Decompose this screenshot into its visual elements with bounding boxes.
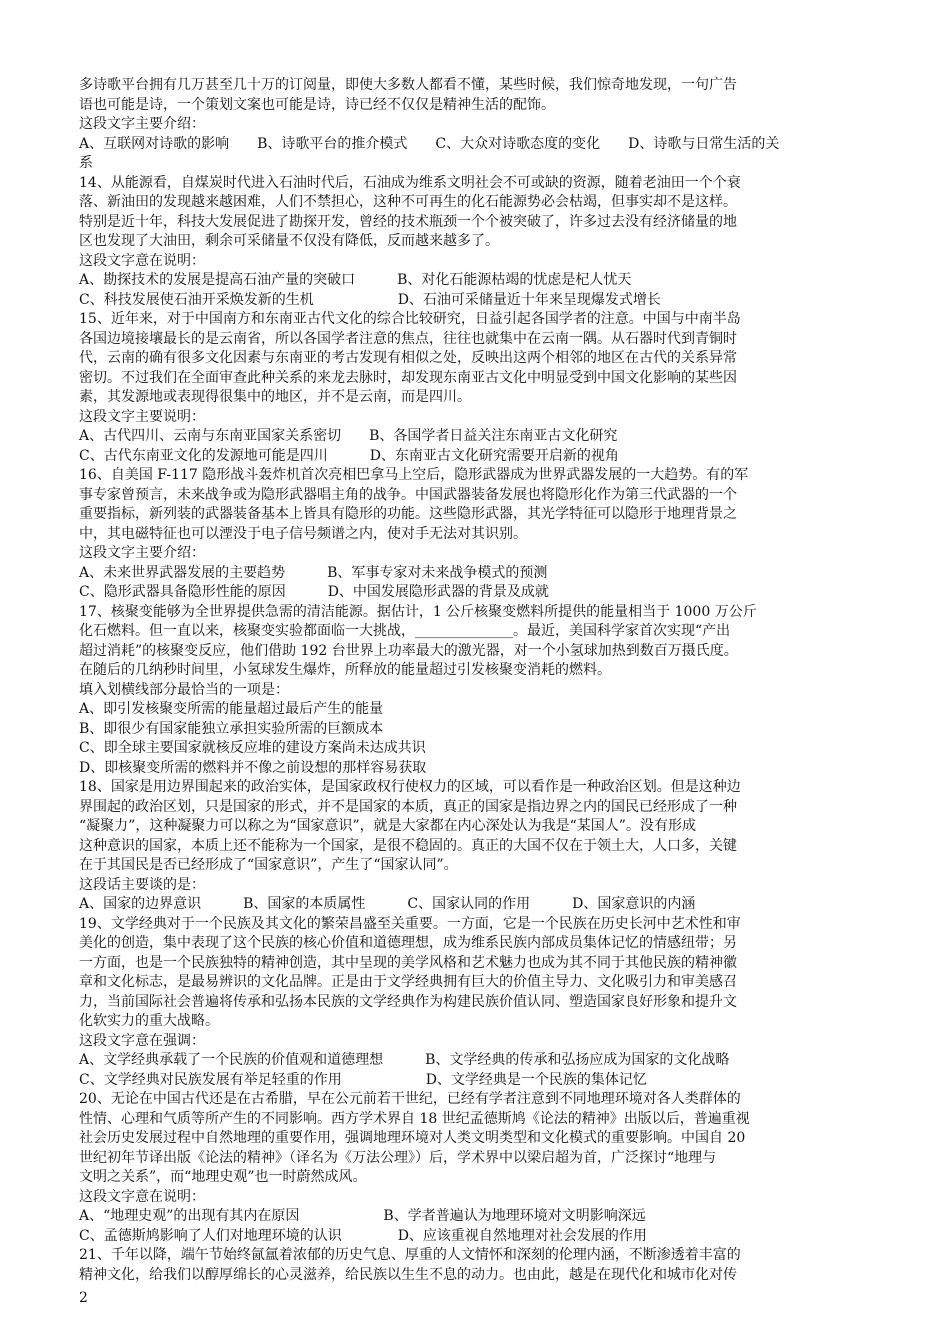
- text-line: 这种意识的国家，本质上还不能称为一个国家，是很不稳固的。真正的大国不仅在于领土大，人口多，关键: [79, 837, 737, 854]
- question-17: 17、核聚变能够为全世界提供急需的清洁能源。据估计，1 公斤核聚变燃料所提供的能量相当于 1000 万公斤: [79, 603, 757, 620]
- text-line: 章和文化标志，是最易辨识的文化品牌。正是由于文学经典拥有巨大的价值主导力、文化吸引力和审美感召: [79, 974, 737, 990]
- text-line: 特别是近十年，科技大发展促进了勘探开发，曾经的技术瓶颈一个个被突破了，许多过去没有经济储量的地: [79, 213, 737, 230]
- text-line: 素，其发源地或表现得很集中的地区，并不是云南，而是四川。: [79, 389, 471, 405]
- text-line: 密切。不过我们在全面审查此种关系的来龙去脉时，却发现东南亚古文化中明显受到中国文化影响的某些因: [79, 369, 737, 386]
- option-line: 系: [79, 155, 93, 171]
- option-line: A、互联网对诗歌的影响 B、诗歌平台的推介模式 C、大众对诗歌态度的变化 D、诗歌与日常生活的关: [79, 135, 780, 152]
- text-line: 化石燃料。但一直以来，核聚变实验都面临一大挑战，______________。最近，美国科学家首次实现“产出: [79, 623, 731, 639]
- option-line: C、即全球主要国家就核反应堆的建设方案尚未达成共识: [79, 740, 426, 756]
- text-line: 文明之关系”，而“地理史观”也一时蔚然成风。: [79, 1169, 367, 1185]
- text-line: 在于其国民是否已经形成了“国家意识”，产生了“国家认同”。: [79, 857, 458, 873]
- option-line: C、文学经典对民族发展有举足轻重的作用 D、文学经典是一个民族的集体记忆: [79, 1071, 647, 1088]
- text-line: 社会历史发展过程中自然地理的重要作用，强调地理环境对人类文明类型和文化模式的重要影响。中国自 20: [79, 1130, 746, 1146]
- text-line: 一方面，也是一个民族独特的精神创造，其中呈现的美学风格和艺术魅力也成为其不同于其他民族的精神徽: [79, 954, 737, 971]
- text-line: 落、新油田的发现越来越困难，人们不禁担心，这种不可再生的化石能源势必会枯竭，但事实却不是这样。: [79, 194, 737, 210]
- question-prompt: 这段文字主要介绍：: [79, 116, 205, 132]
- question-18: 18、国家是用边界围起来的政治实体，是国家政权行使权力的区域，可以看作是一种政治区划。但是这种边: [79, 779, 741, 795]
- text-line: 中，其电磁特征也可以湮没于电子信号频谱之内，使对手无法对其识别。: [79, 525, 527, 542]
- text-line: 重要指标，新列装的武器装备基本上皆具有隐形的功能。这些隐形武器，其光学特征可以隐形于地理背景之: [79, 506, 737, 522]
- option-line: A、勘探技术的发展是提高石油产量的突破口 B、对化石能源枯竭的忧虑是杞人忧天: [79, 272, 632, 288]
- text-line: 化软实力的重大战略。: [79, 1013, 219, 1029]
- document-body: [79, 76, 879, 1285]
- question-14: 14、从能源看，自煤炭时代进入石油时代后，石油成为维系文明社会不可或缺的资源，随着老油田一个个衰: [79, 174, 741, 191]
- text-line: 多诗歌平台拥有几万甚至几十万的订阅量，即使大多数人都看不懂，某些时候，我们惊奇地发现，一句广告: [79, 77, 737, 93]
- text-line: 事专家曾预言，未来战争或为隐形武器唱主角的战争。中国武器装备发展也将隐形化作为第三代武器的一个: [79, 486, 737, 503]
- option-line: A、国家的边界意识 B、国家的本质属性 C、国家认同的作用 D、国家意识的内涵: [79, 896, 696, 912]
- question-15: 15、近年来，对于中国南方和东南亚古代文化的综合比较研究，日益引起各国学者的注意。中国与中南半岛: [79, 311, 741, 327]
- question-20: 20、无论在中国古代还是在古希腊，早在公元前若干世纪，已经有学者注意到不同地理环境对各人类群体的: [79, 1091, 741, 1107]
- text-line: 力，当前国际社会普遍将传承和弘扬本民族的文学经典作为构建民族价值认同、塑造国家良好形象和提升文: [79, 993, 737, 1010]
- page-number: 2: [79, 1290, 88, 1306]
- text-line: 超过消耗”的核聚变反应，他们借助 192 台世界上功率最大的激光器，对一个小氢球加热到数百万摄氏度。: [79, 642, 738, 659]
- option-line: C、古代东南亚文化的发源地可能是四川 D、东南亚古文化研究需要开启新的视角: [79, 447, 619, 464]
- option-line: A、古代四川、云南与东南亚国家关系密切 B、各国学者日益关注东南亚古文化研究: [79, 428, 618, 444]
- question-prompt: 这段文字主要介绍：: [79, 545, 205, 561]
- text-line: 精神文化，给我们以醇厚绵长的心灵滋养，给民族以生生不息的动力。也由此，越是在现代化和城市化对传: [79, 1266, 737, 1283]
- text-line: 语也可能是诗，一个策划文案也可能是诗，诗已经不仅仅是精神生活的配饰。: [79, 96, 555, 113]
- text-line: 在随后的几纳秒时间里，小氢球发生爆炸，所释放的能量超过引发核聚变消耗的燃料。: [79, 662, 611, 678]
- text-line: 性情、心理和气质等所产生的不同影响。西方学术界自 18 世纪孟德斯鸠《论法的精神》出版以后，普遍重视: [79, 1110, 750, 1127]
- question-16: 16、自美国 F-117 隐形战斗轰炸机首次亮相巴拿马上空后，隐形武器成为世界武器发展的一大趋势。有的军: [79, 467, 749, 483]
- question-prompt: 填入划横线部分最恰当的一项是：: [79, 681, 289, 698]
- question-prompt: 这段文字意在说明：: [79, 1188, 205, 1205]
- text-line: 区也发现了大油田，剩余可采储量不仅没有降低，反而越来越多了。: [79, 233, 499, 249]
- text-line: 各国边境接壤最长的是云南省，所以各国学者注意的焦点，往往也就集中在云南一隅。从石器时代到青铜时: [79, 330, 737, 347]
- question-21: 21、千年以降，端午节始终氤氲着浓郁的历史气息、厚重的人文情怀和深刻的伦理内涵，不断渗透着丰富的: [79, 1247, 741, 1263]
- question-prompt: 这段文字意在说明：: [79, 252, 205, 269]
- text-line: 美化的创造，集中表现了这个民族的核心价值和道德理想，成为维系民族内部成员集体记忆的情感纽带；另: [79, 935, 737, 951]
- option-line: A、“地理史观”的出现有其内在原因 B、学者普遍认为地理环境对文明影响深远: [79, 1208, 646, 1224]
- option-line: C、孟德斯鸠影响了人们对地理环境的认识 D、应该重视自然地理对社会发展的作用: [79, 1227, 647, 1244]
- text-line: “凝聚力”，这种凝聚力可以称之为“国家意识”，就是大家都在内心深处认为我是“某国人”。没有形成: [79, 818, 696, 834]
- question-prompt: 这段文字主要说明：: [79, 408, 205, 425]
- option-line: A、文学经典承载了一个民族的价值观和道德理想 B、文学经典的传承和弘扬应成为国家的文化战略: [79, 1052, 730, 1068]
- option-line: A、即引发核聚变所需的能量超过最后产生的能量: [79, 701, 384, 717]
- question-prompt: 这段话主要谈的是：: [79, 876, 205, 893]
- option-line: B、即很少有国家能独立承担实验所需的巨额成本: [79, 720, 384, 737]
- question-19: 19、文学经典对于一个民族及其文化的繁荣昌盛至关重要。一方面，它是一个民族在历史长河中艺术性和审: [79, 915, 741, 932]
- question-prompt: 这段文字意在强调：: [79, 1032, 205, 1049]
- option-line: C、隐形武器具备隐形性能的原因 D、中国发展隐形武器的背景及成就: [79, 584, 549, 600]
- text-line: 代，云南的确有很多文化因素与东南亚的考古发现有相似之处，反映出这两个相邻的地区在古代的关系异常: [79, 350, 737, 366]
- option-line: C、科技发展使石油开采焕发新的生机 D、石油可采储量近十年来呈现爆发式增长: [79, 291, 661, 308]
- option-line: D、即核聚变所需的燃料并不像之前设想的那样容易获取: [79, 759, 427, 776]
- text-line: 界围起的政治区划，只是国家的形式，并不是国家的本质，真正的国家是指边界之内的国民已经形成了一种: [79, 798, 737, 815]
- option-line: A、未来世界武器发展的主要趋势 B、军事专家对未来战争模式的预测: [79, 564, 548, 581]
- text-line: 世纪初年节译出版《论法的精神》（译名为《万法公理》）后，学术界中以梁启超为首，广泛探讨“地理与: [79, 1149, 717, 1166]
